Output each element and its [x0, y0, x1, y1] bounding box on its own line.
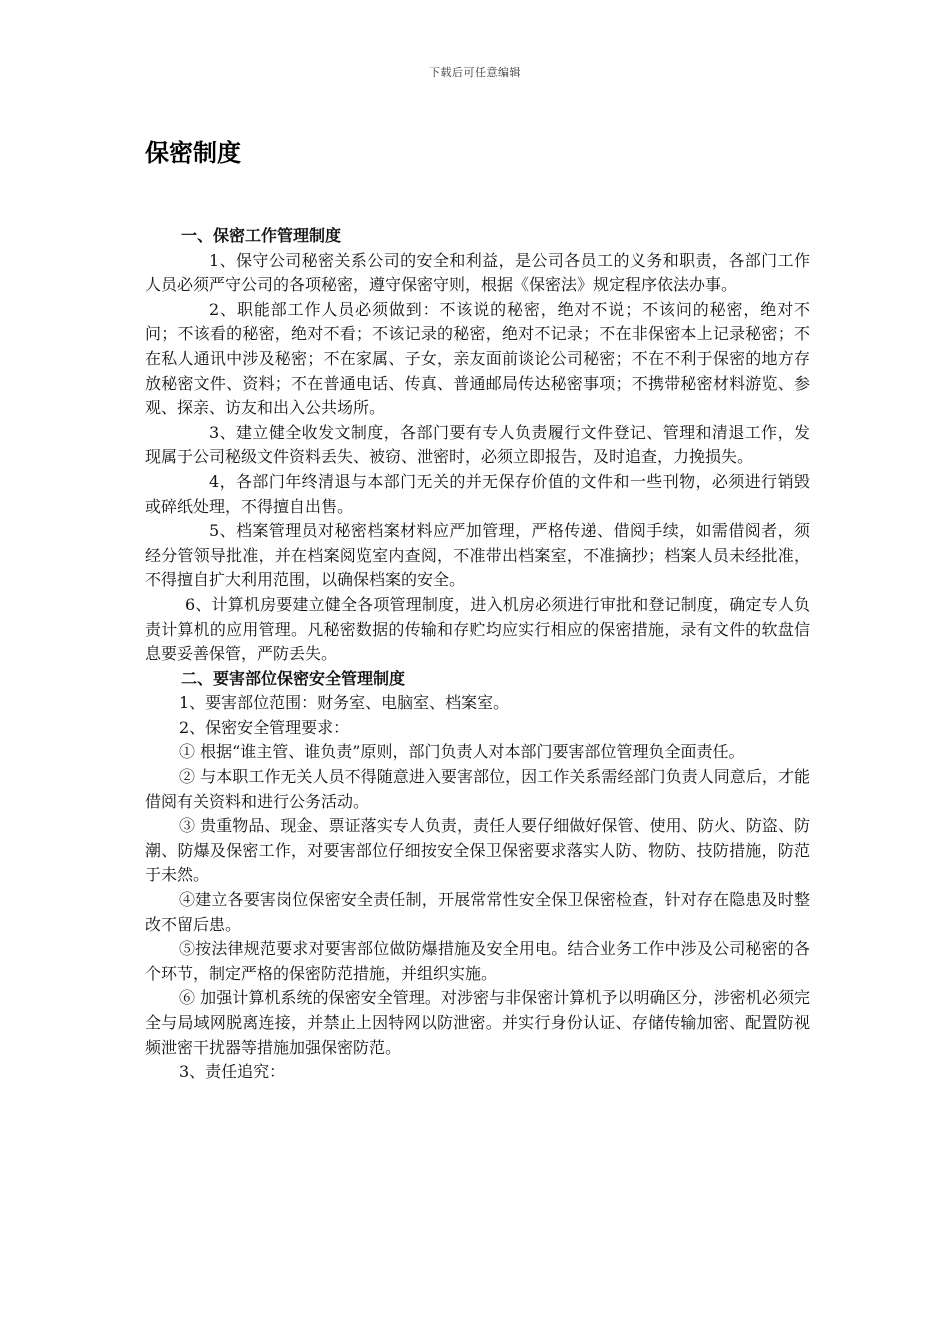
paragraph: 1、要害部位范围：财务室、电脑室、档案室。: [179, 693, 510, 713]
section-heading-2: 二、要害部位保密安全管理制度: [181, 668, 406, 688]
paragraph: 1、保守公司秘密关系公司的安全和利益，是公司各员工的义务和职责，各部门工作人员必须严守公司的各项秘密，遵守保密守则，根据《保密法》规定程序依法办事。: [145, 250, 810, 295]
paragraph: ⑤按法律规范要求对要害部位做防爆措施及安全用电。结合业务工作中涉及公司秘密的各个环节，制定严格的保密防范措施，并组织实施。: [145, 939, 810, 983]
paragraph: 5、档案管理员对秘密档案材料应严加管理，严格传递、借阅手续，如需借阅者，须经分管领导批准，并在档案阅览室内查阅，不准带出档案室，不准摘抄；档案人员未经批准，不得擅自扩大利用范围，以确保档案的安全。: [145, 521, 810, 590]
paragraph: ⑥ 加强计算机系统的保密安全管理。对涉密与非保密计算机予以明确区分，涉密机必须完全与局域网脱离连接，并禁止上因特网以防泄密。并实行身份认证、存储传输加密、配置防视频泄密干扰器等措施加强保密防范。: [145, 988, 810, 1057]
paragraph: 6、计算机房要建立健全各项管理制度，进入机房必须进行审批和登记制度，确定专人负责计算机的应用管理。凡秘密数据的传输和存贮均应实行相应的保密措施，录有文件的软盘信息要妥善保管，严防丢失。: [145, 594, 810, 664]
paragraph: 3、建立健全收发文制度，各部门要有专人负责履行文件登记、管理和清退工作，发现属于公司秘级文件资料丢失、被窃、泄密时，必须立即报告，及时追查，力挽损失。: [145, 422, 810, 467]
paragraph: ④建立各要害岗位保密安全责任制，开展常常性安全保卫保密检查，针对存在隐患及时整改不留后患。: [145, 890, 810, 934]
document-title: 保密制度: [145, 139, 241, 167]
paragraph: ③ 贵重物品、现金、票证落实专人负责，责任人要仔细做好保管、使用、防火、防盗、防潮、防爆及保密工作，对要害部位仔细按安全保卫保密要求落实人防、物防、技防措施，防范于未然。: [145, 816, 810, 885]
paragraph: 3、责任追究：: [179, 1062, 286, 1082]
paragraph: 2、保密安全管理要求：: [179, 717, 350, 737]
document-body: [145, 224, 810, 1085]
paragraph: 4，各部门年终清退与本部门无关的并无保存价值的文件和一些刊物，必须进行销毁或碎纸处理，不得擅自出售。: [145, 471, 810, 516]
header-note: 下载后可任意编辑: [429, 66, 521, 79]
section-heading-1: 一、保密工作管理制度: [181, 226, 342, 245]
paragraph: ① 根据“谁主管、谁负责”原则，部门负责人对本部门要害部位管理负全面责任。: [179, 742, 745, 762]
paragraph: 2、职能部工作人员必须做到：不该说的秘密，绝对不说；不该问的秘密，绝对不问；不该看的秘密，绝对不看；不该记录的秘密，绝对不记录；不在非保密本上记录秘密；不在私人通讯中涉及秘密；不在家属、子女，亲友面前谈论公司秘密；不在不利于保密的地方存放秘密文件、资料；不在普通电话、传真、普通邮局传达秘密事项；不携带秘密材料游览、参观、探亲、访友和出入公共场所。: [145, 299, 810, 418]
paragraph: ② 与本职工作无关人员不得随意进入要害部位，因工作关系需经部门负责人同意后，才能借阅有关资料和进行公务活动。: [145, 767, 810, 811]
